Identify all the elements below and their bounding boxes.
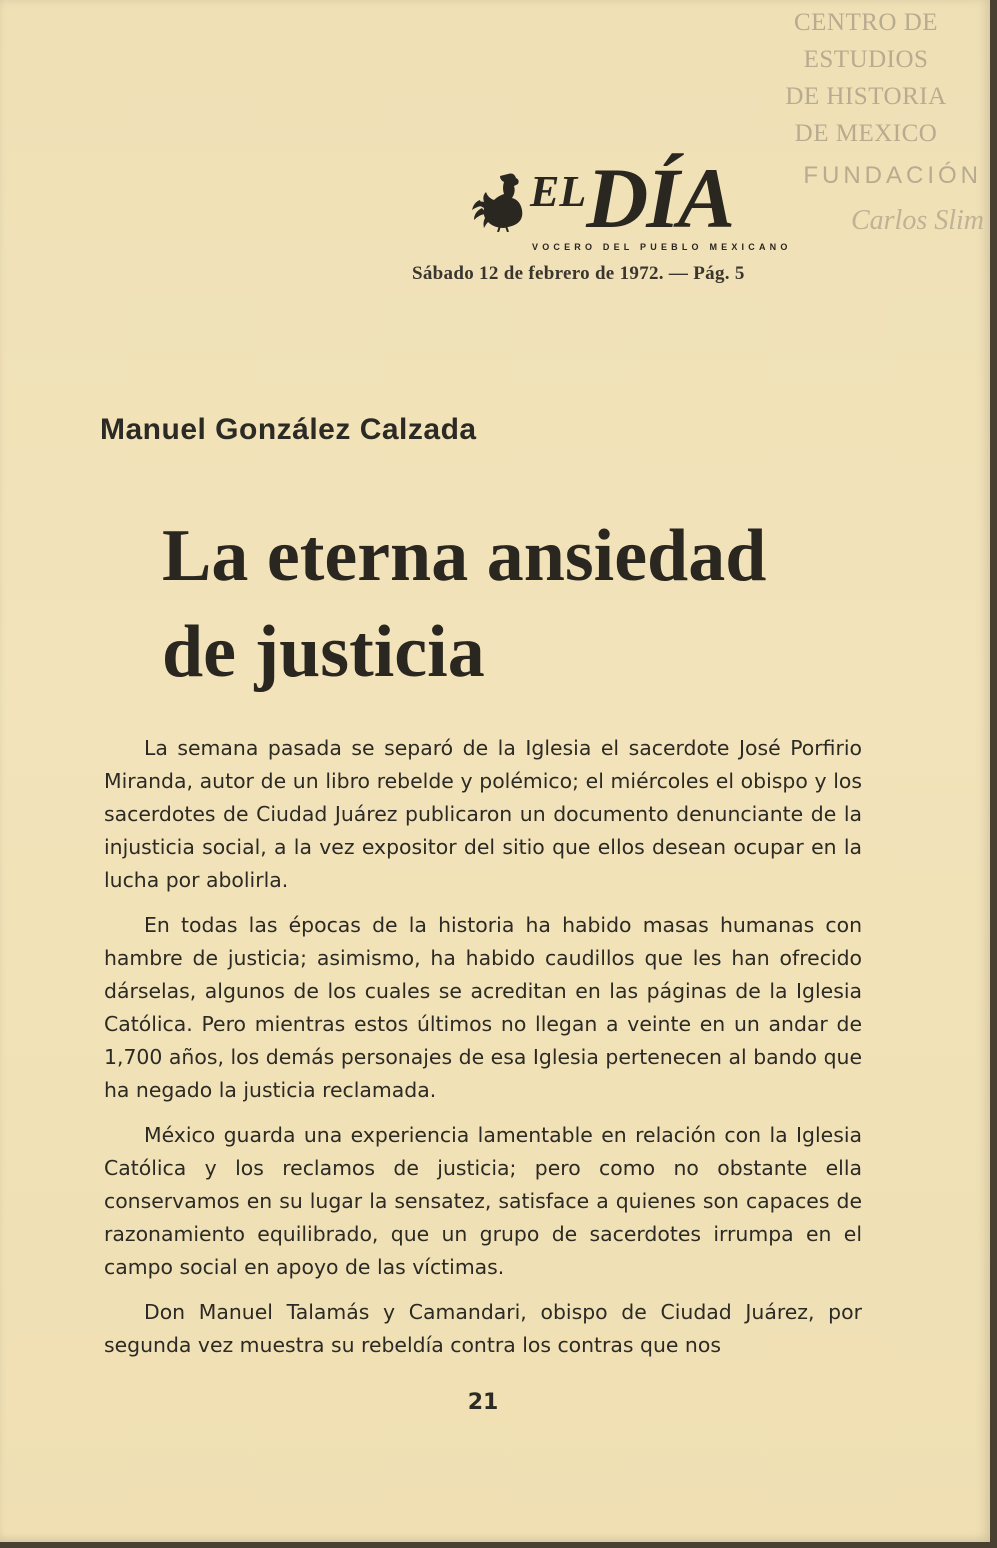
page-edge-bottom (0, 1542, 997, 1548)
logo-dia: DÍA (586, 150, 734, 246)
newspaper-logo (530, 150, 734, 246)
logo-el: EL (530, 167, 587, 216)
watermark-line: DE HISTORIA (785, 83, 947, 110)
article-paragraph: México guarda una experiencia lamentable en relación con la Iglesia Católica y los reclamos de justicia; pero como no obstante ella conservamos en su lugar la sensatez, satisface a quienes son capaces de razonamiento equilibrado, que un grupo de sacerdotes irrumpa en el campo social en apoyo de las víctimas. (104, 1123, 862, 1279)
page-number: 21 (467, 1390, 499, 1415)
article-body (104, 732, 862, 1374)
article-paragraph: Don Manuel Talamás y Camandari, obispo de Ciudad Juárez, por segunda vez muestra su rebeldía contra los contras que nos (104, 1300, 862, 1357)
article-paragraph: En todas las épocas de la historia ha habido masas humanas con hambre de justicia; asimismo, ha habido caudillos que les han ofrecido dárselas, algunos de los cuales se acreditan en las páginas de la Iglesia Católica. Pero mientras estos últimos no llegan a veinte en un andar de 1,700 años, los demás personajes de esa Iglesia pertenecen al bando que ha negado la justicia reclamada. (104, 913, 862, 1102)
newspaper-motto: VOCERO DEL PUEBLO MEXICANO (532, 242, 792, 252)
dateline: Sábado 12 de febrero de 1972. — Pág. 5 (412, 263, 745, 284)
article-title (162, 508, 862, 700)
rooster-icon (470, 170, 530, 232)
watermark-line: CENTRO DE (793, 9, 939, 36)
watermark-line: ESTUDIOS (803, 46, 929, 73)
watermark-line: DE MEXICO (794, 120, 938, 147)
watermark-signature: Carlos Slim (850, 205, 984, 236)
watermark-fundacion: FUNDACIÓN (803, 162, 982, 189)
newspaper-masthead (470, 150, 850, 258)
title-line: La eterna ansiedad (162, 515, 767, 597)
archive-watermark (766, 4, 966, 152)
article-author: Manuel González Calzada (100, 413, 477, 446)
title-line: de justicia (162, 611, 485, 693)
page-edge-right (990, 0, 997, 1548)
article-paragraph: La semana pasada se separó de la Iglesia el sacerdote José Porfirio Miranda, autor de un libro rebelde y polémico; el miércoles el obispo y los sacerdotes de Ciudad Juárez publicaron un documento denunciante de la injusticia social, a la vez expositor del sitio que ellos desean ocupar en la lucha por abolirla. (104, 736, 862, 892)
